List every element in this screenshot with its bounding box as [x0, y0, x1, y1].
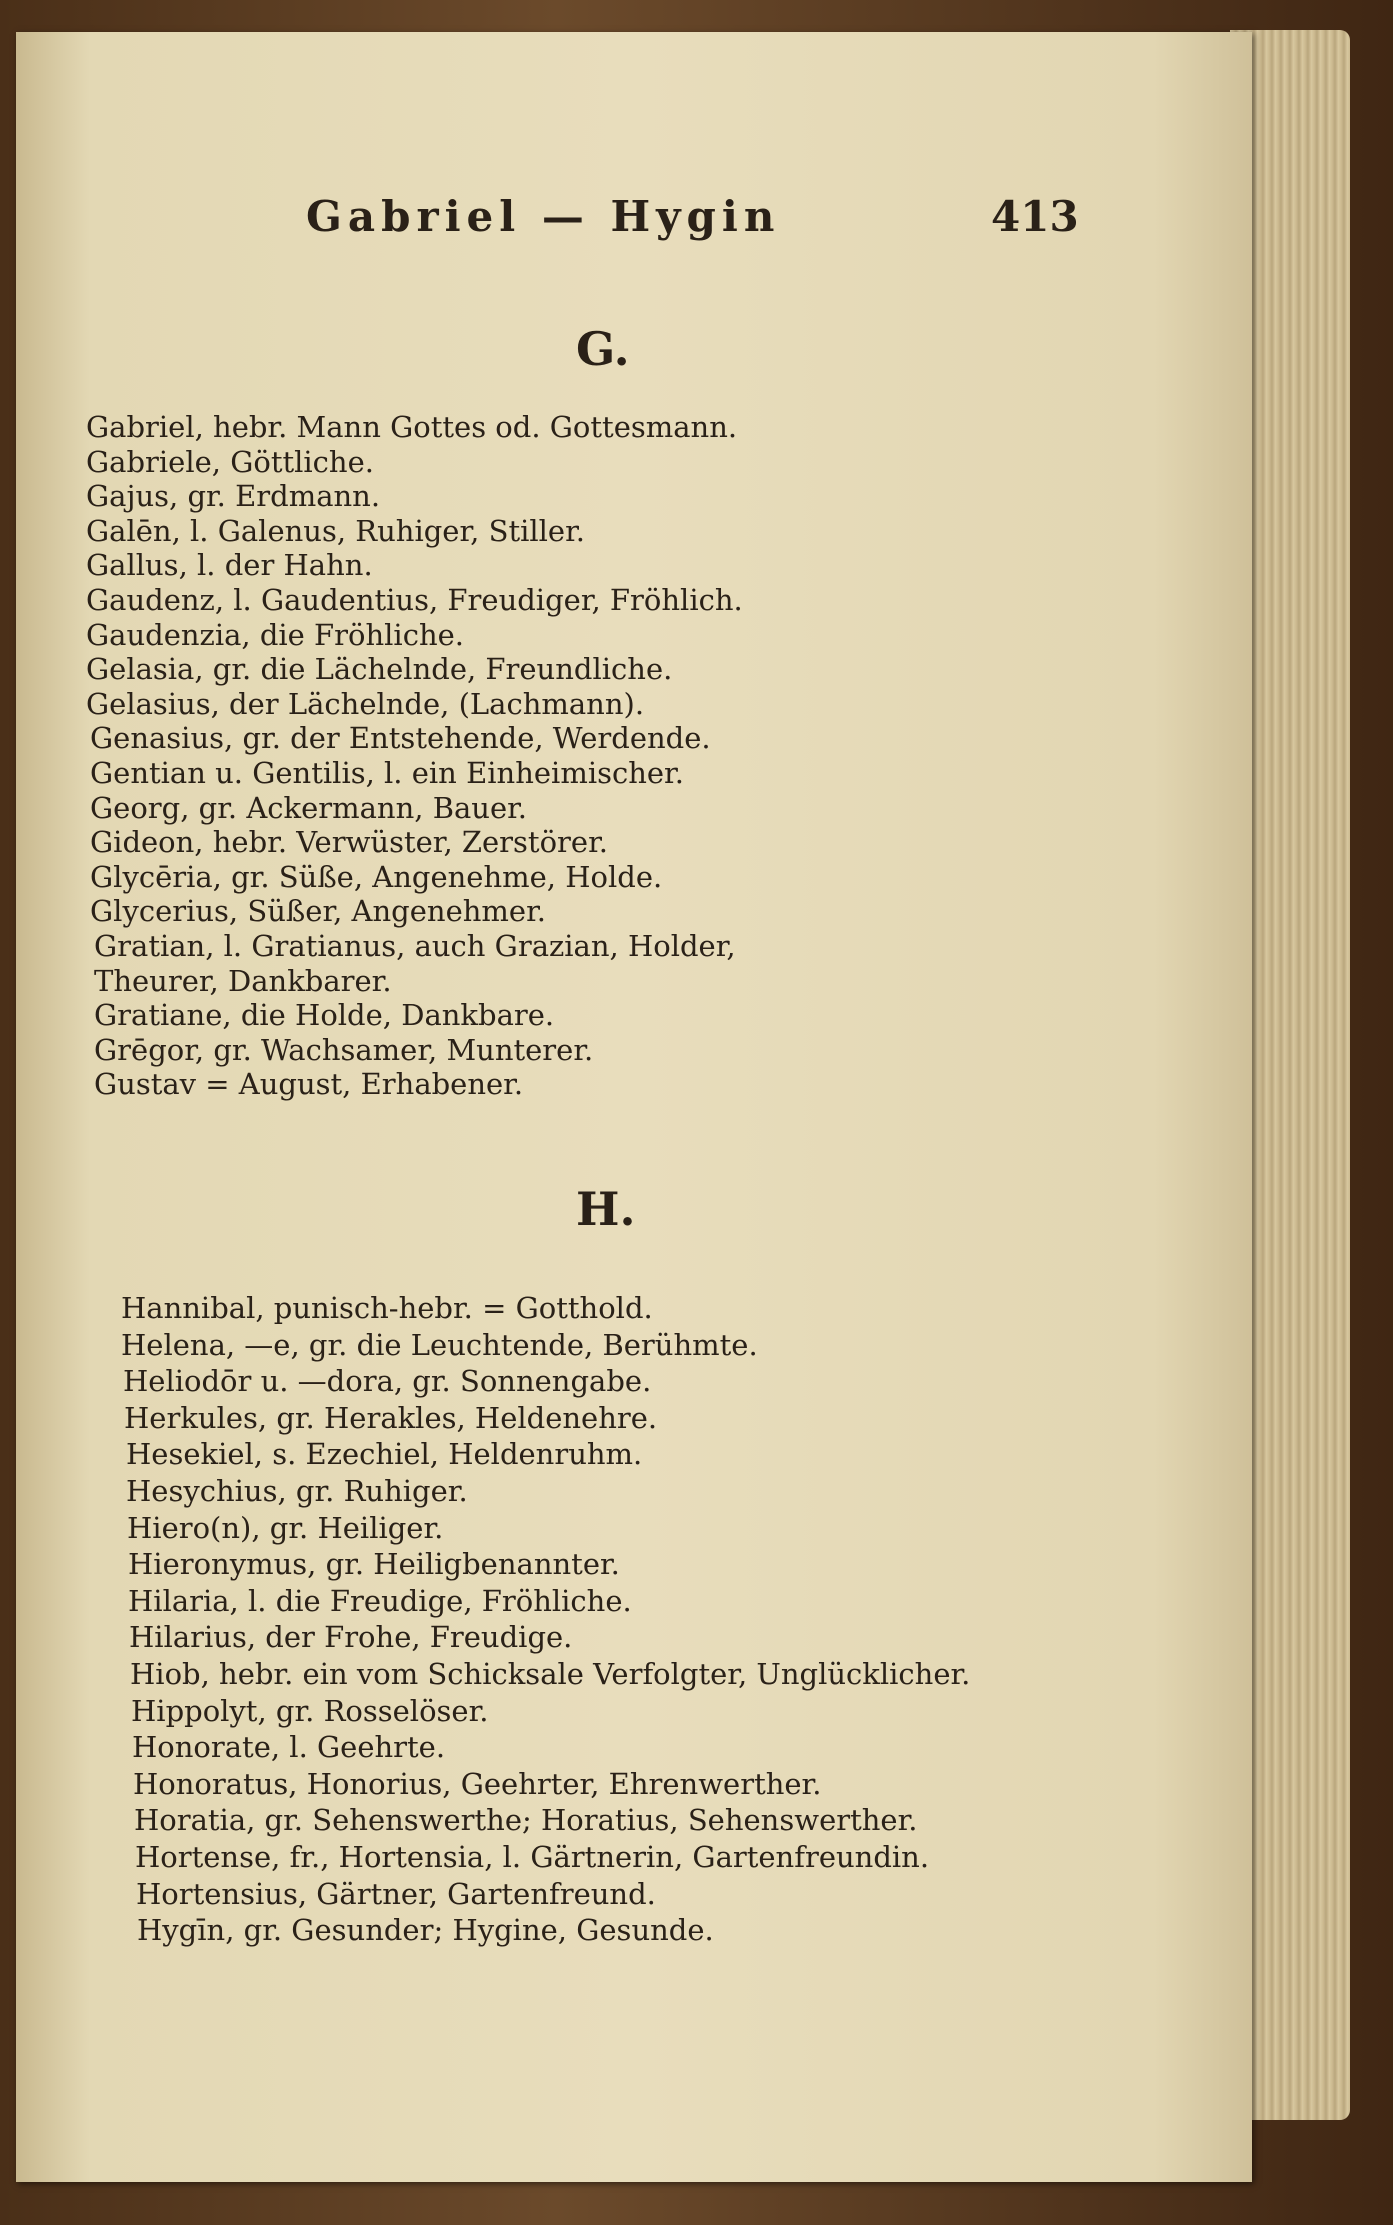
- name-entry: Glycerius, Süßer, Angenehmer.: [90, 894, 546, 929]
- name-entry: Hiob, hebr. ein vom Schicksale Verfolgter, Unglücklicher.: [130, 1656, 971, 1691]
- name-entry: Gaudenzia, die Fröhliche.: [86, 617, 465, 652]
- name-entry: Hiero(n), gr. Heiliger.: [127, 1510, 444, 1545]
- book-page: [16, 32, 1252, 2182]
- name-entry: Gratiane, die Holde, Dankbare.: [94, 998, 555, 1033]
- name-entry: Hesekiel, s. Ezechiel, Heldenruhm.: [126, 1437, 643, 1472]
- name-entry: Gallus, l. der Hahn.: [86, 548, 373, 583]
- name-entry: Gajus, gr. Erdmann.: [86, 479, 381, 514]
- section-heading-g: G.: [576, 322, 630, 376]
- name-entry: Grēgor, gr. Wachsamer, Munterer.: [94, 1032, 594, 1067]
- page-number: 413: [991, 192, 1079, 241]
- name-entry: Hortensius, Gärtner, Gartenfreund.: [136, 1876, 656, 1911]
- running-header: Gabriel — Hygin: [306, 192, 781, 241]
- name-entry: Gratian, l. Gratianus, auch Grazian, Holder,: [94, 928, 736, 963]
- name-entry: Gabriel, hebr. Mann Gottes od. Gottesmann.: [86, 410, 738, 444]
- name-entry: Heliodōr u. —dora, gr. Sonnengabe.: [123, 1364, 652, 1399]
- name-entry: Gaudenz, l. Gaudentius, Freudiger, Fröhlich.: [86, 582, 743, 617]
- name-entry-continuation: Theurer, Dankbarer.: [94, 963, 392, 998]
- name-entry: Hannibal, punisch-hebr. = Gotthold.: [121, 1291, 653, 1325]
- name-entry: Hortense, fr., Hortensia, l. Gärtnerin, Gartenfreundin.: [135, 1839, 930, 1874]
- name-entry: Helena, —e, gr. die Leuchtende, Berühmte.: [121, 1327, 758, 1362]
- name-entry: Galēn, l. Galenus, Ruhiger, Stiller.: [86, 513, 585, 548]
- name-entry: Gelasius, der Lächelnde, (Lachmann).: [86, 686, 645, 721]
- name-entry: Honoratus, Honorius, Geehrter, Ehrenwerther.: [133, 1766, 822, 1801]
- name-entry: Gideon, hebr. Verwüster, Zerstörer.: [90, 825, 608, 860]
- entry-list-h: [86, 1290, 1146, 1949]
- section-heading-h: H.: [576, 1182, 636, 1236]
- name-entry: Gustav = August, Erhabener.: [94, 1067, 524, 1102]
- name-entry: Georg, gr. Ackermann, Bauer.: [90, 790, 528, 825]
- page-content: [16, 32, 1252, 2182]
- name-entry: Herkules, gr. Herakles, Heldenehre.: [124, 1400, 658, 1435]
- name-entry: Glycēria, gr. Süße, Angenehme, Holde.: [90, 859, 663, 894]
- name-entry: Hilaria, l. die Freudige, Fröhliche.: [128, 1583, 632, 1618]
- name-entry: Horatia, gr. Sehenswerthe; Horatius, Sehenswerther.: [134, 1803, 918, 1838]
- name-entry: Genasius, gr. der Entstehende, Werdende.: [90, 721, 711, 756]
- name-entry: Hilarius, der Frohe, Freudige.: [129, 1620, 573, 1655]
- name-entry: Honorate, l. Geehrte.: [132, 1730, 446, 1765]
- entry-list-g: [86, 410, 1146, 1102]
- name-entry: Hippolyt, gr. Rosselöser.: [131, 1693, 489, 1728]
- name-entry: Hieronymus, gr. Heiligbenannter.: [128, 1547, 620, 1582]
- name-entry: Gabriele, Göttliche.: [86, 444, 374, 479]
- name-entry: Hesychius, gr. Ruhiger.: [126, 1473, 468, 1508]
- name-entry: Hygīn, gr. Gesunder; Hygine, Gesunde.: [137, 1913, 714, 1948]
- name-entry: Gentian u. Gentilis, l. ein Einheimischer.: [90, 755, 684, 790]
- name-entry: Gelasia, gr. die Lächelnde, Freundliche.: [86, 652, 673, 687]
